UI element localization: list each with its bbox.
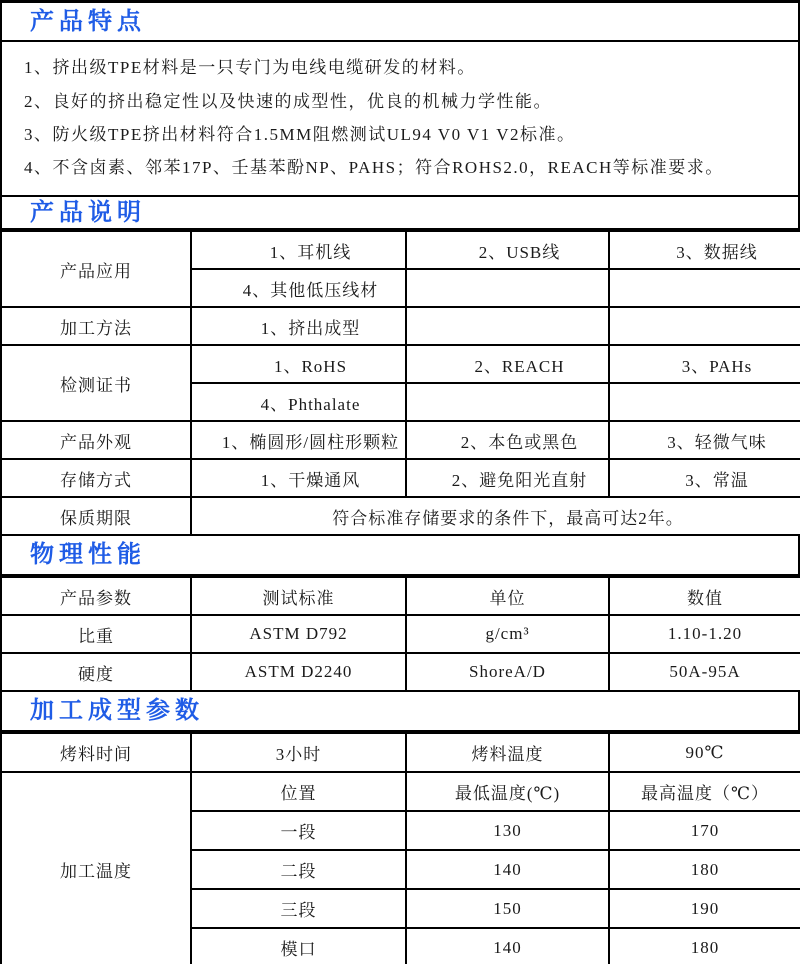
row-label-certificates: 检测证书 bbox=[1, 345, 191, 421]
section-header-physical bbox=[0, 536, 800, 576]
section-header-molding bbox=[0, 692, 800, 732]
row-label-shelf-life: 保质期限 bbox=[1, 497, 191, 535]
physical-cell: ShoreA/D bbox=[406, 653, 609, 691]
feature-item-3: 3、防火级TPE挤出材料符合1.5MM阻燃测试UL94 V0 V1 V2标准。 bbox=[24, 124, 576, 144]
temperature-min: 140 bbox=[406, 928, 609, 964]
row-label-processing-method: 加工方法 bbox=[1, 307, 191, 345]
row-label-baking-time: 烤料时间 bbox=[1, 733, 191, 772]
appearance-cell-2: 2、本色或黑色 bbox=[406, 421, 609, 459]
storage-cell-3: 3、常温 bbox=[609, 459, 800, 497]
physical-cell: ASTM D792 bbox=[191, 615, 406, 653]
table-row bbox=[1, 421, 800, 459]
empty-cell bbox=[609, 307, 800, 345]
section-title-molding: 加工成型参数 bbox=[30, 697, 204, 724]
table-row bbox=[1, 497, 800, 535]
temperature-max: 180 bbox=[609, 850, 800, 889]
appearance-cell-1: 1、椭圆形/圆柱形颗粒 bbox=[191, 421, 406, 459]
certificate-cell-2: 2、REACH bbox=[406, 345, 609, 383]
temperature-min: 150 bbox=[406, 889, 609, 928]
feature-item-1: 1、挤出级TPE材料是一只专门为电线电缆研发的材料。 bbox=[24, 58, 476, 78]
application-cell-1: 1、耳机线 bbox=[191, 231, 406, 269]
empty-cell bbox=[406, 307, 609, 345]
table-row bbox=[1, 307, 800, 345]
features-list bbox=[0, 42, 800, 197]
table-header-row bbox=[1, 577, 800, 615]
section-header-description bbox=[0, 197, 800, 230]
empty-cell bbox=[406, 269, 609, 307]
certificate-cell-3: 3、PAHs bbox=[609, 345, 800, 383]
table-row bbox=[1, 459, 800, 497]
table-row bbox=[1, 231, 800, 269]
feature-item-4: 4、不含卤素、邻苯17P、壬基苯酚NP、PAHS；符合ROHS2.0，REACH等标准要求。 bbox=[24, 158, 724, 178]
physical-cell: 比重 bbox=[1, 615, 191, 653]
feature-item-2: 2、良好的挤出稳定性以及快速的成型性，优良的机械力学性能。 bbox=[24, 91, 552, 111]
temperature-zone: 二段 bbox=[191, 850, 406, 889]
temperature-min: 140 bbox=[406, 850, 609, 889]
certificate-cell-1: 1、RoHS bbox=[191, 345, 406, 383]
column-header-min-temp: 最低温度(℃) bbox=[406, 772, 609, 811]
application-cell-2: 2、USB线 bbox=[406, 231, 609, 269]
baking-time-value: 3小时 bbox=[191, 733, 406, 772]
column-header-max-temp: 最高温度（℃） bbox=[609, 772, 800, 811]
row-label-application: 产品应用 bbox=[1, 231, 191, 307]
column-header-value: 数值 bbox=[609, 577, 800, 615]
molding-parameters-table bbox=[0, 732, 800, 964]
temperature-max: 170 bbox=[609, 811, 800, 850]
row-label-processing-temperature: 加工温度 bbox=[1, 772, 191, 964]
temperature-max: 180 bbox=[609, 928, 800, 964]
temperature-zone: 模口 bbox=[191, 928, 406, 964]
application-cell-3: 3、数据线 bbox=[609, 231, 800, 269]
application-cell-4: 4、其他低压线材 bbox=[191, 269, 406, 307]
temperature-zone: 三段 bbox=[191, 889, 406, 928]
column-header-position: 位置 bbox=[191, 772, 406, 811]
table-row bbox=[1, 733, 800, 772]
temperature-zone: 一段 bbox=[191, 811, 406, 850]
physical-properties-table bbox=[0, 576, 800, 692]
description-table bbox=[0, 230, 800, 536]
empty-cell bbox=[609, 269, 800, 307]
empty-cell bbox=[406, 383, 609, 421]
processing-method-cell-1: 1、挤出成型 bbox=[191, 307, 406, 345]
table-row bbox=[1, 615, 800, 653]
section-title-features: 产品特点 bbox=[30, 7, 146, 35]
baking-temp-value: 90℃ bbox=[609, 733, 800, 772]
section-header-features bbox=[0, 0, 800, 42]
physical-cell: g/cm³ bbox=[406, 615, 609, 653]
physical-cell: ASTM D2240 bbox=[191, 653, 406, 691]
column-header-standard: 测试标准 bbox=[191, 577, 406, 615]
physical-cell: 50A-95A bbox=[609, 653, 800, 691]
shelf-life-value: 符合标准存储要求的条件下，最高可达2年。 bbox=[191, 497, 800, 535]
table-header-row bbox=[1, 772, 800, 811]
baking-temp-label: 烤料温度 bbox=[406, 733, 609, 772]
section-title-physical: 物理性能 bbox=[30, 541, 146, 568]
column-header-parameter: 产品参数 bbox=[1, 577, 191, 615]
appearance-cell-3: 3、轻微气味 bbox=[609, 421, 800, 459]
empty-cell bbox=[609, 383, 800, 421]
storage-cell-1: 1、干燥通风 bbox=[191, 459, 406, 497]
row-label-appearance: 产品外观 bbox=[1, 421, 191, 459]
temperature-max: 190 bbox=[609, 889, 800, 928]
section-title-description: 产品说明 bbox=[30, 198, 146, 226]
column-header-unit: 单位 bbox=[406, 577, 609, 615]
storage-cell-2: 2、避免阳光直射 bbox=[406, 459, 609, 497]
table-row bbox=[1, 345, 800, 383]
certificate-cell-4: 4、Phthalate bbox=[191, 383, 406, 421]
row-label-storage: 存储方式 bbox=[1, 459, 191, 497]
physical-cell: 1.10-1.20 bbox=[609, 615, 800, 653]
table-row bbox=[1, 653, 800, 691]
temperature-min: 130 bbox=[406, 811, 609, 850]
physical-cell: 硬度 bbox=[1, 653, 191, 691]
